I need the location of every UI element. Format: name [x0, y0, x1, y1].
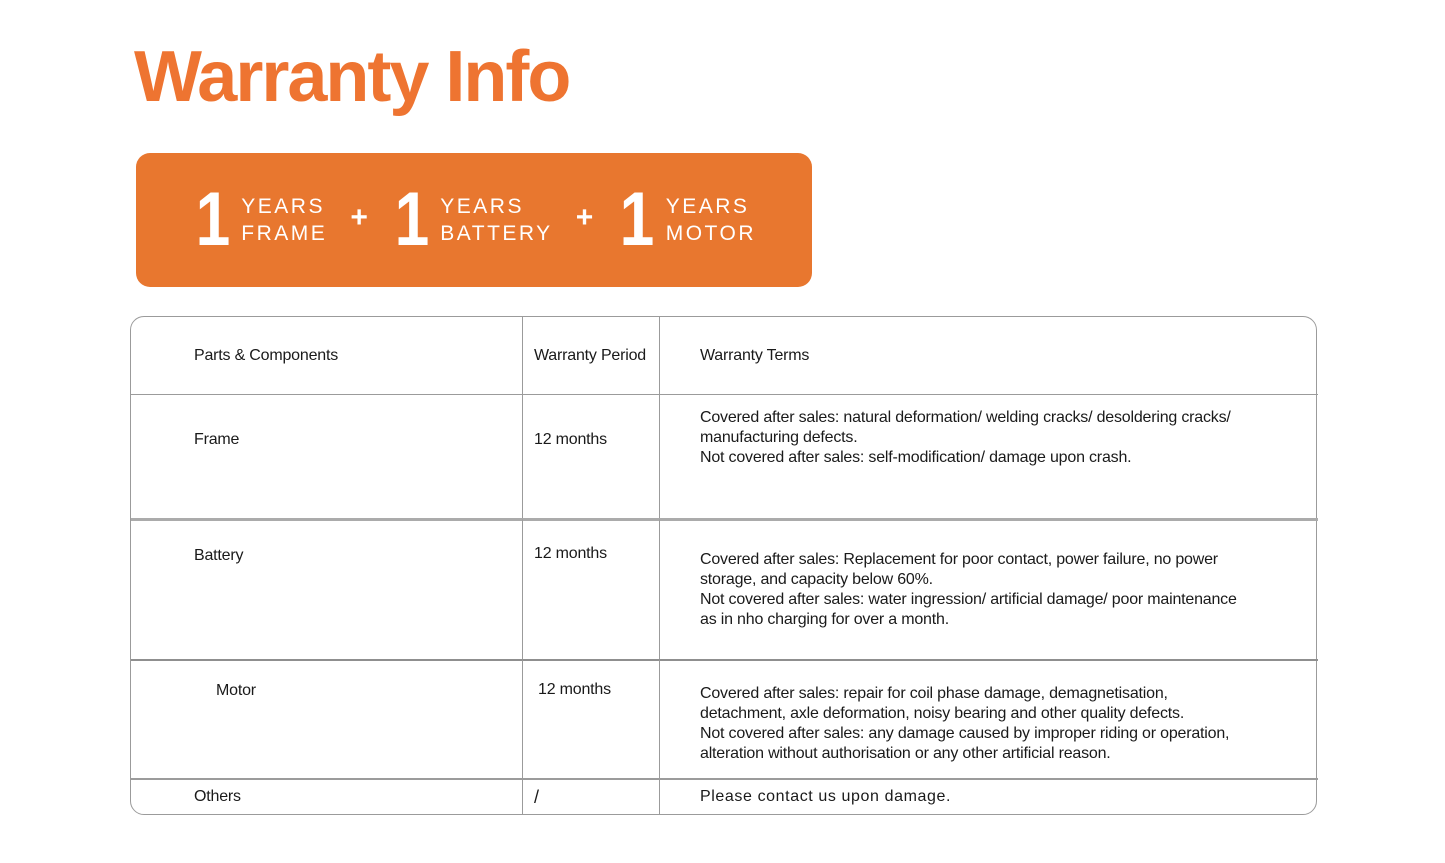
banner-item-battery [391, 177, 553, 262]
battery-label-stack [440, 193, 552, 247]
battery-years-number: 1 [394, 177, 428, 262]
terms-paragraph: Covered after sales: Replacement for poor contact, power failure, no power storage, and capacity below 60%. [700, 551, 1218, 588]
warranty-period-others: / [522, 778, 659, 814]
terms-paragraph: Covered after sales: repair for coil phase damage, demagnetisation, detachment, axle deformation, noisy bearing and other quality defects. [700, 685, 1185, 722]
frame-label-stack [241, 193, 327, 247]
part-name-motor: Motor [131, 659, 522, 778]
warranty-terms-others [659, 778, 1318, 814]
motor-years-number: 1 [620, 177, 654, 262]
motor-part-label: MOTOR [665, 222, 756, 245]
motor-unit-label: YEARS [665, 195, 750, 218]
warranty-terms-frame [659, 394, 1318, 518]
terms-text [700, 550, 1240, 630]
table-header-period: Warranty Period [522, 317, 659, 394]
warranty-summary-banner [136, 153, 812, 287]
warranty-terms-battery [659, 518, 1318, 659]
terms-paragraph: Not covered after sales: any damage caused by improper riding or operation, alteration without authorisation or any other artificial reason. [700, 725, 1230, 762]
warranty-terms-motor [659, 659, 1318, 778]
warranty-period-motor: 12 months [522, 659, 659, 778]
frame-part-label: FRAME [241, 222, 328, 245]
plus-icon: + [350, 201, 368, 234]
part-name-battery: Battery [131, 518, 522, 659]
banner-item-motor [616, 177, 756, 262]
part-name-frame: Frame [131, 394, 522, 518]
terms-paragraph: Not covered after sales: water ingression/ artificial damage/ poor maintenance as in nho charging for over a month. [700, 591, 1237, 628]
table-header-parts: Parts & Components [194, 346, 339, 364]
plus-icon: + [575, 201, 594, 234]
page-title: Warranty Info [134, 37, 570, 117]
frame-years-number: 1 [195, 177, 229, 262]
warranty-period-battery: 12 months [522, 518, 659, 659]
warranty-table [130, 316, 1317, 815]
terms-paragraph: Covered after sales: natural deformation/ welding cracks/ desoldering cracks/ manufacturing defects. [700, 409, 1231, 446]
motor-label-stack [666, 193, 756, 247]
banner-item-frame [192, 177, 328, 262]
terms-text [700, 684, 1240, 764]
warranty-period-frame: 12 months [522, 394, 659, 518]
frame-unit-label: YEARS [241, 195, 325, 218]
terms-paragraph: Not covered after sales: self-modification/ damage upon crash. [700, 449, 1132, 466]
terms-text [700, 408, 1240, 468]
part-name-others: Others [131, 778, 522, 814]
battery-unit-label: YEARS [440, 195, 524, 218]
battery-part-label: BATTERY [440, 222, 553, 245]
terms-paragraph: Please contact us upon damage. [700, 788, 952, 805]
table-header-terms: Warranty Terms [659, 317, 1318, 394]
